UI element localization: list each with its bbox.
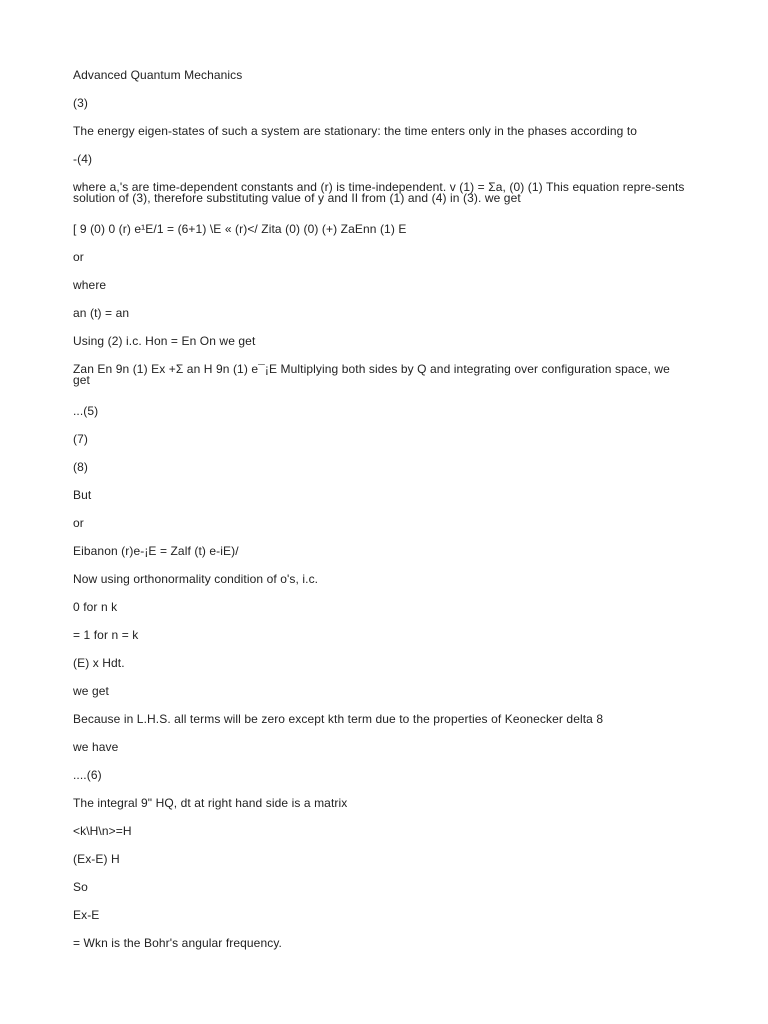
- text-line: = Wkn is the Bohr's angular frequency.: [73, 936, 282, 950]
- text-line: So: [73, 880, 88, 894]
- equation-line: (E) x Hdt.: [73, 656, 125, 670]
- text-line: where: [73, 278, 107, 292]
- equation-line: Eibanon (r)e-¡E = Zalf (t) e-iE)/: [73, 544, 239, 558]
- text-line: The energy eigen-states of such a system are stationary: the time enters only in the phases according to: [73, 124, 638, 138]
- equation-number: (8): [73, 460, 88, 474]
- equation-number: (7): [73, 432, 88, 446]
- equation-line: = 1 for n = k: [73, 628, 139, 642]
- equation-line: 0 for n k: [73, 600, 118, 614]
- text-line: we have: [73, 740, 119, 754]
- text-line: or: [73, 516, 84, 530]
- text-line: Using (2) i.c. Hon = En On we get: [73, 334, 256, 348]
- text-paragraph: where a,'s are time-dependent constants and (r) is time-independent. v (1) = Σa, (0) (1) This equation repre-sents solution of (3), therefore substituting value of y and II from (1) and (4) in (3). we get: [73, 180, 685, 205]
- equation-line: [ 9 (0) 0 (r) e¹E/1 = (6+1) \E « (r)</ Zita (0) (0) (+) ZaEnn (1) E: [73, 222, 407, 236]
- text-line: we get: [73, 684, 109, 698]
- equation-number: -(4): [73, 152, 93, 166]
- equation-number: ....(6): [73, 768, 102, 782]
- document-title: Advanced Quantum Mechanics: [73, 68, 243, 82]
- equation-line: (Ex-E) H: [73, 852, 120, 866]
- text-paragraph: Zan En 9n (1) Ex +Σ an H 9n (1) e¯¡E Multiplying both sides by Q and integrating over configuration space, we get: [73, 362, 670, 387]
- text-line: or: [73, 250, 84, 264]
- equation-line: Ex-E: [73, 908, 100, 922]
- equation-number: ...(5): [73, 404, 99, 418]
- equation-line: <k\H\n>=H: [73, 824, 132, 838]
- text-line: Because in L.H.S. all terms will be zero except kth term due to the properties of Keonecker delta 8: [73, 712, 604, 726]
- text-line: But: [73, 488, 92, 502]
- text-line: Now using orthonormality condition of o's, i.c.: [73, 572, 319, 586]
- equation-line: an (t) = an: [73, 306, 130, 320]
- text-line: The integral 9" HQ, dt at right hand side is a matrix: [73, 796, 348, 810]
- equation-number: (3): [73, 96, 88, 110]
